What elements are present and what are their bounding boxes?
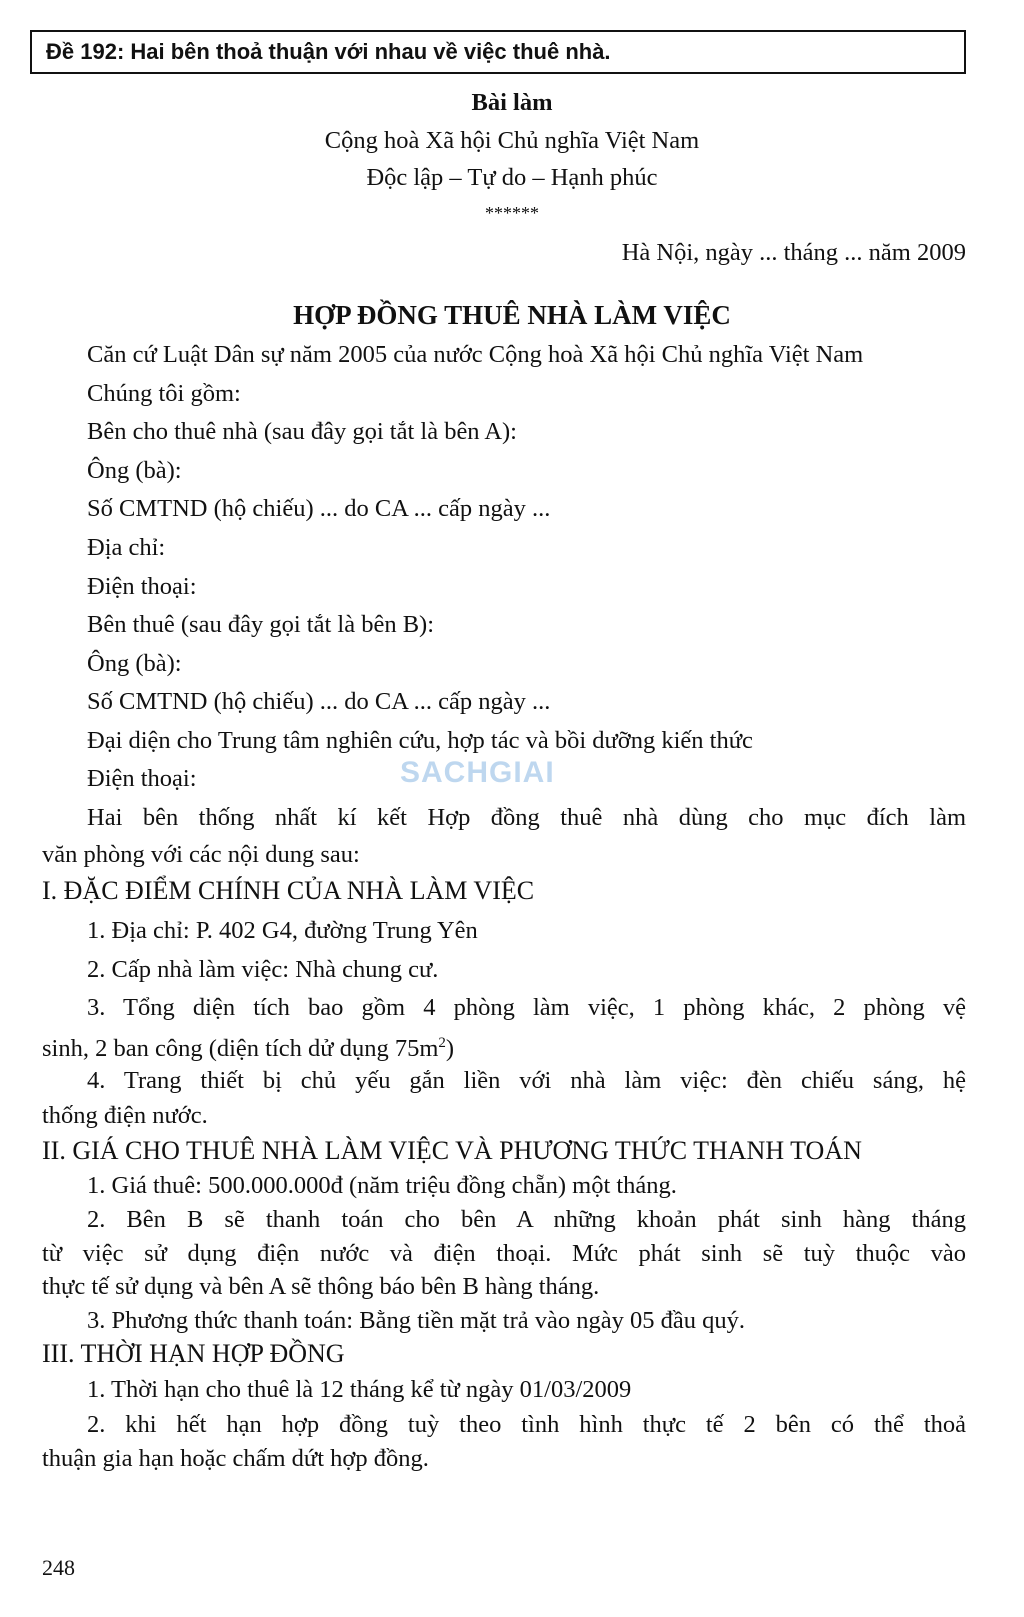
section-heading: I. ĐẶC ĐIỂM CHÍNH CỦA NHÀ LÀM VIỆC xyxy=(42,876,535,905)
bai-lam-heading: Bài làm xyxy=(471,89,553,116)
item-text-end: ) xyxy=(445,1035,455,1063)
contract-title: HỢP ĐỒNG THUÊ NHÀ LÀM VIỆC xyxy=(293,300,731,330)
place-date: Hà Nội, ngày ... tháng ... năm 2009 xyxy=(621,239,966,266)
party-line: Số CMTND (hộ chiếu) ... do CA ... cấp ngày ... xyxy=(87,495,551,522)
item-text: sinh, 2 ban công (diện tích dử dụng 75m xyxy=(42,1035,439,1063)
section-item: 3. Tổng diện tích bao gồm 4 phòng làm việc, 1 phòng khác, 2 phòng vệ xyxy=(87,994,966,1021)
section-item: 2. Cấp nhà làm việc: Nhà chung cư. xyxy=(87,956,439,983)
section-item: 2. Bên B sẽ thanh toán cho bên A những khoản phát sinh hàng tháng xyxy=(87,1206,966,1233)
agreement-line: văn phòng với các nội dung sau: xyxy=(42,841,360,868)
party-line: Ông (bà): xyxy=(87,457,182,484)
national-motto: Độc lập – Tự do – Hạnh phúc xyxy=(366,164,658,191)
party-line: Điện thoại: xyxy=(87,765,197,792)
page-number: 248 xyxy=(42,1555,75,1580)
country-name: Cộng hoà Xã hội Chủ nghĩa Việt Nam xyxy=(324,127,700,154)
section-item: 1. Giá thuê: 500.000.000đ (năm triệu đồng chẵn) một tháng. xyxy=(87,1172,677,1199)
section-heading: II. GIÁ CHO THUÊ NHÀ LÀM VIỆC VÀ PHƯƠNG THỨC THANH TOÁN xyxy=(42,1136,862,1165)
party-line: Điện thoại: xyxy=(87,573,197,600)
separator-stars: ****** xyxy=(485,203,539,223)
exercise-title: Đề 192: Hai bên thoả thuận với nhau về việc thuê nhà. xyxy=(30,30,966,74)
party-line: Chúng tôi gồm: xyxy=(87,380,241,407)
watermark: SACHGIAI xyxy=(400,756,555,789)
party-line: Số CMTND (hộ chiếu) ... do CA ... cấp ngày ... xyxy=(87,688,551,715)
section-item-continued: thuận gia hạn hoặc chấm dứt hợp đồng. xyxy=(42,1445,429,1472)
party-line: Ông (bà): xyxy=(87,650,182,677)
section-heading: III. THỜI HẠN HỢP ĐỒNG xyxy=(42,1339,345,1368)
party-line: Đại diện cho Trung tâm nghiên cứu, hợp tác và bồi dưỡng kiến thức xyxy=(87,727,753,754)
superscript: 2 xyxy=(438,1035,446,1051)
section-item: 3. Phương thức thanh toán: Bằng tiền mặt trả vào ngày 05 đầu quý. xyxy=(87,1307,746,1334)
section-item: 1. Địa chỉ: P. 402 G4, đường Trung Yên xyxy=(87,917,478,944)
section-item-continued: thực tế sử dụng và bên A sẽ thông báo bên B hàng tháng. xyxy=(42,1273,600,1300)
section-item: 1. Thời hạn cho thuê là 12 tháng kể từ ngày 01/03/2009 xyxy=(87,1376,632,1403)
section-item-continued: từ việc sử dụng điện nước và điện thoại. Mức phát sinh sẽ tuỳ thuộc vào xyxy=(42,1240,966,1267)
party-line: Bên thuê (sau đây gọi tắt là bên B): xyxy=(87,611,434,638)
party-line: Địa chỉ: xyxy=(87,534,166,561)
agreement-line: Hai bên thống nhất kí kết Hợp đồng thuê nhà dùng cho mục đích làm xyxy=(87,804,966,831)
party-line: Căn cứ Luật Dân sự năm 2005 của nước Cộng hoà Xã hội Chủ nghĩa Việt Nam xyxy=(87,341,864,368)
section-item: 4. Trang thiết bị chủ yếu gắn liền với nhà làm việc: đèn chiếu sáng, hệ xyxy=(87,1067,966,1094)
section-item: 2. khi hết hạn hợp đồng tuỳ theo tình hình thực tế 2 bên có thể thoả xyxy=(87,1411,966,1438)
party-line: Bên cho thuê nhà (sau đây gọi tắt là bên A): xyxy=(87,418,517,445)
section-item-continued: thống điện nước. xyxy=(42,1102,208,1129)
section-item-continued xyxy=(42,1028,454,1064)
